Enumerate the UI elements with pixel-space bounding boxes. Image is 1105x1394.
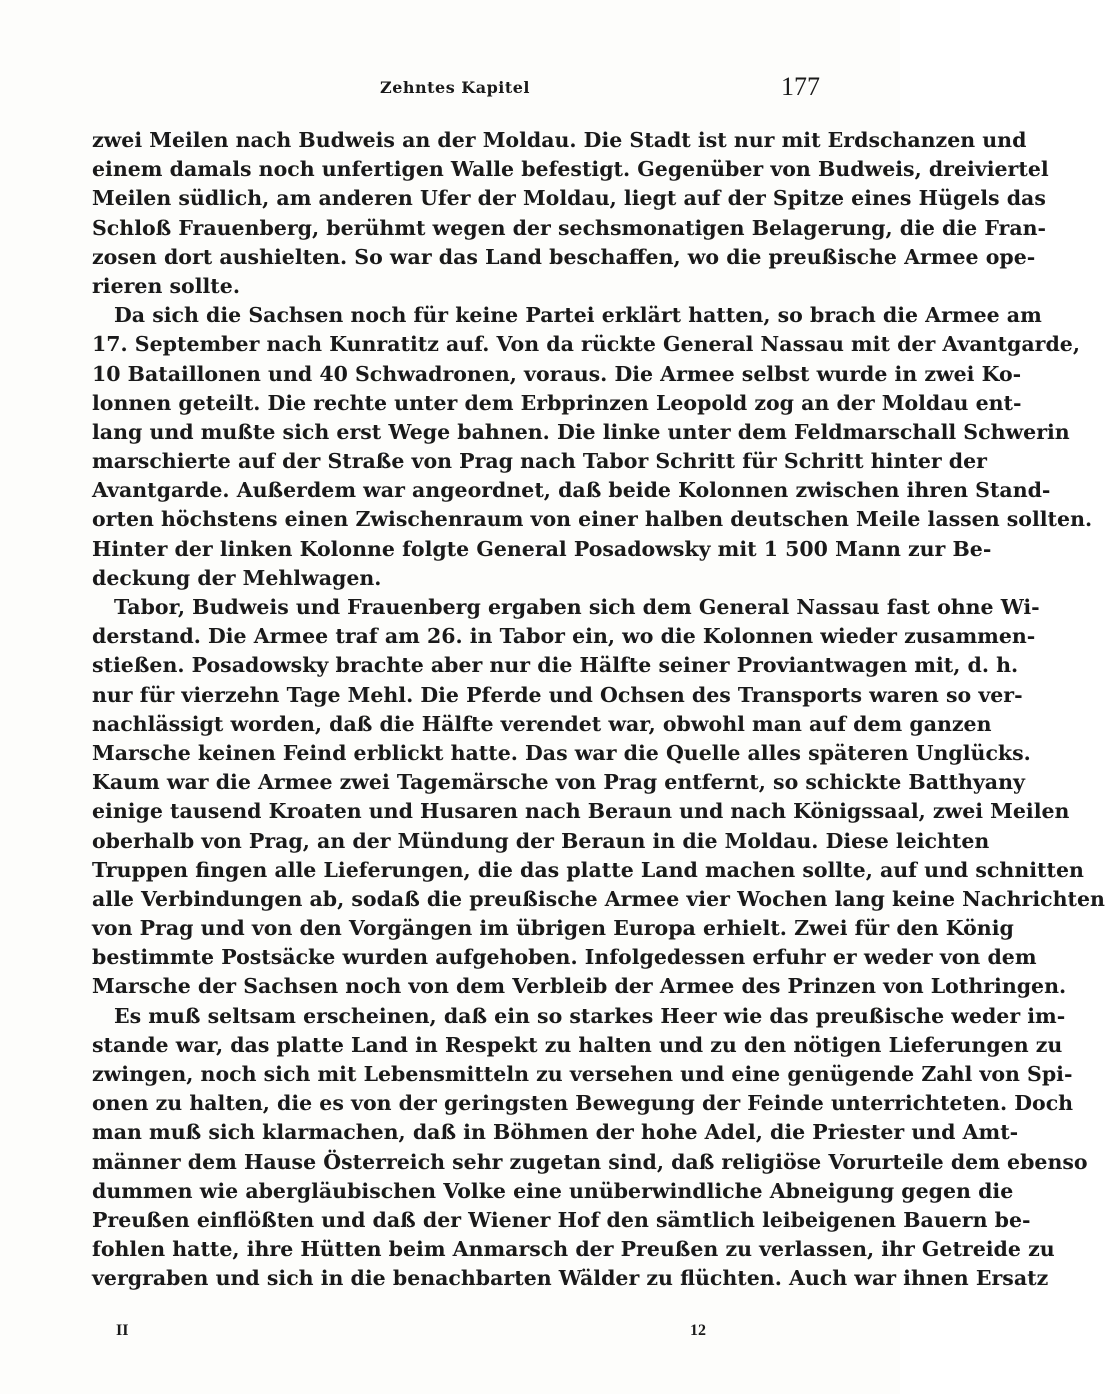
text-line: stießen. Posadowsky brachte aber nur die Hälfte seiner Proviantwagen mit, d. h. xyxy=(92,653,1019,678)
text-line: lonnen geteilt. Die rechte unter dem Erbprinzen Leopold zog an der Moldau ent- xyxy=(92,390,1022,415)
text-line: dummen wie abergläubischen Volke eine unüberwindliche Abneigung gegen die xyxy=(92,1178,1014,1203)
signature-mark-left: II xyxy=(116,1322,129,1339)
text-line: nachlässigt worden, daß die Hälfte verendet war, obwohl man auf dem ganzen xyxy=(92,711,992,736)
text-line: Da sich die Sachsen noch für keine Partei erklärt hatten, so brach die Armee am xyxy=(114,303,1042,328)
text-line: orten höchstens einen Zwischenraum von einer halben deutschen Meile lassen sollten. xyxy=(92,507,1093,532)
signature-mark-right: 12 xyxy=(690,1322,706,1339)
text-line: zwei Meilen nach Budweis an der Moldau. Die Stadt ist nur mit Erdschanzen und xyxy=(92,128,1027,152)
text-line: zosen dort aushielten. So war das Land beschaffen, wo die preußische Armee ope- xyxy=(92,244,1036,269)
paragraph xyxy=(92,1002,1088,1294)
text-line: Marsche keinen Feind erblickt hatte. Das war die Quelle alles späteren Unglücks. xyxy=(92,740,1031,765)
text-line: zwingen, noch sich mit Lebensmitteln zu versehen und eine genügende Zahl von Spi- xyxy=(92,1062,1073,1086)
text-line: 17. September nach Kunratitz auf. Von da rückte General Nassau mit der Avantgarde, xyxy=(92,332,1080,357)
text-line: einem damals noch unfertigen Walle befestigt. Gegenüber von Budweis, dreiviertel xyxy=(92,157,1049,182)
text-line: Preußen einflößten und daß der Wiener Hof den sämtlich leibeigenen Bauern be- xyxy=(92,1207,1031,1232)
text-line: derstand. Die Armee traf am 26. in Tabor ein, wo die Kolonnen wieder zusammen- xyxy=(92,624,1036,649)
text-line: nur für vierzehn Tage Mehl. Die Pferde und Ochsen des Transports waren so ver- xyxy=(92,682,1023,707)
text-line: oberhalb von Prag, an der Mündung der Beraun in die Moldau. Diese leichten xyxy=(92,828,990,853)
paragraph xyxy=(92,593,1105,1002)
text-line: männer dem Hause Österreich sehr zugetan sind, daß religiöse Vorurteile dem ebenso xyxy=(92,1149,1088,1174)
text-line: vergraben und sich in die benachbarten Wälder zu flüchten. Auch war ihnen Ersatz xyxy=(92,1266,1049,1291)
text-line: Avantgarde. Außerdem war angeordnet, daß beide Kolonnen zwischen ihren Stand- xyxy=(92,478,1051,503)
paragraph xyxy=(92,301,1093,593)
text-line: Kaum war die Armee zwei Tagemärsche von Prag entfernt, so schickte Batthyany xyxy=(92,770,1025,795)
text-line: stande war, das platte Land in Respekt zu halten und zu den nötigen Lieferungen zu xyxy=(92,1032,1063,1057)
text-line: Es muß seltsam erscheinen, daß ein so starkes Heer wie das preußische weder im- xyxy=(114,1003,1066,1028)
text-line: rieren sollte. xyxy=(92,273,240,298)
text-line: 10 Bataillonen und 40 Schwadronen, voraus. Die Armee selbst wurde in zwei Ko- xyxy=(92,361,1022,386)
chapter-running-title: Zehntes Kapitel xyxy=(380,78,530,97)
text-line: Truppen fingen alle Lieferungen, die das platte Land machen sollte, auf und schnitten xyxy=(92,857,1084,882)
text-line: Tabor, Budweis und Frauenberg ergaben sich dem General Nassau fast ohne Wi- xyxy=(114,595,1040,619)
text-line: alle Verbindungen ab, sodaß die preußische Armee vier Wochen lang keine Nachrichten xyxy=(92,886,1105,911)
text-line: fohlen hatte, ihre Hütten beim Anmarsch der Preußen zu verlassen, ihr Getreide zu xyxy=(92,1237,1055,1262)
text-line: Hinter der linken Kolonne folgte General Posadowsky mit 1 500 Mann zur Be- xyxy=(92,536,992,561)
running-head xyxy=(90,72,820,112)
text-line: Marsche der Sachsen noch von dem Verbleib der Armee des Prinzen von Lothringen. xyxy=(92,974,1067,999)
text-line: deckung der Mehlwagen. xyxy=(92,565,382,590)
text-line: Meilen südlich, am anderen Ufer der Moldau, liegt auf der Spitze eines Hügels das xyxy=(92,186,1046,211)
page-footer xyxy=(92,1322,822,1352)
text-line: bestimmte Postsäcke wurden aufgehoben. Infolgedessen erfuhr er weder von dem xyxy=(92,945,1037,970)
text-line: onen zu halten, die es von der geringsten Bewegung der Feinde unterrichteten. Doch xyxy=(92,1091,1074,1116)
text-line: man muß sich klarmachen, daß in Böhmen der hohe Adel, die Priester und Amt- xyxy=(92,1120,1019,1145)
text-line: Schloß Frauenberg, berühmt wegen der sechsmonatigen Belagerung, die die Fran- xyxy=(92,215,1047,240)
text-line: marschierte auf der Straße von Prag nach Tabor Schritt für Schritt hinter der xyxy=(92,449,987,474)
paragraph xyxy=(92,126,1049,301)
text-line: lang und mußte sich erst Wege bahnen. Die linke unter dem Feldmarschall Schwerin xyxy=(92,419,1070,444)
body-text xyxy=(92,126,1105,1294)
page-number: 177 xyxy=(781,72,820,101)
text-line: von Prag und von den Vorgängen im übrigen Europa erhielt. Zwei für den König xyxy=(92,916,1014,941)
text-line: einige tausend Kroaten und Husaren nach Beraun und nach Königssaal, zwei Meilen xyxy=(92,799,1070,824)
